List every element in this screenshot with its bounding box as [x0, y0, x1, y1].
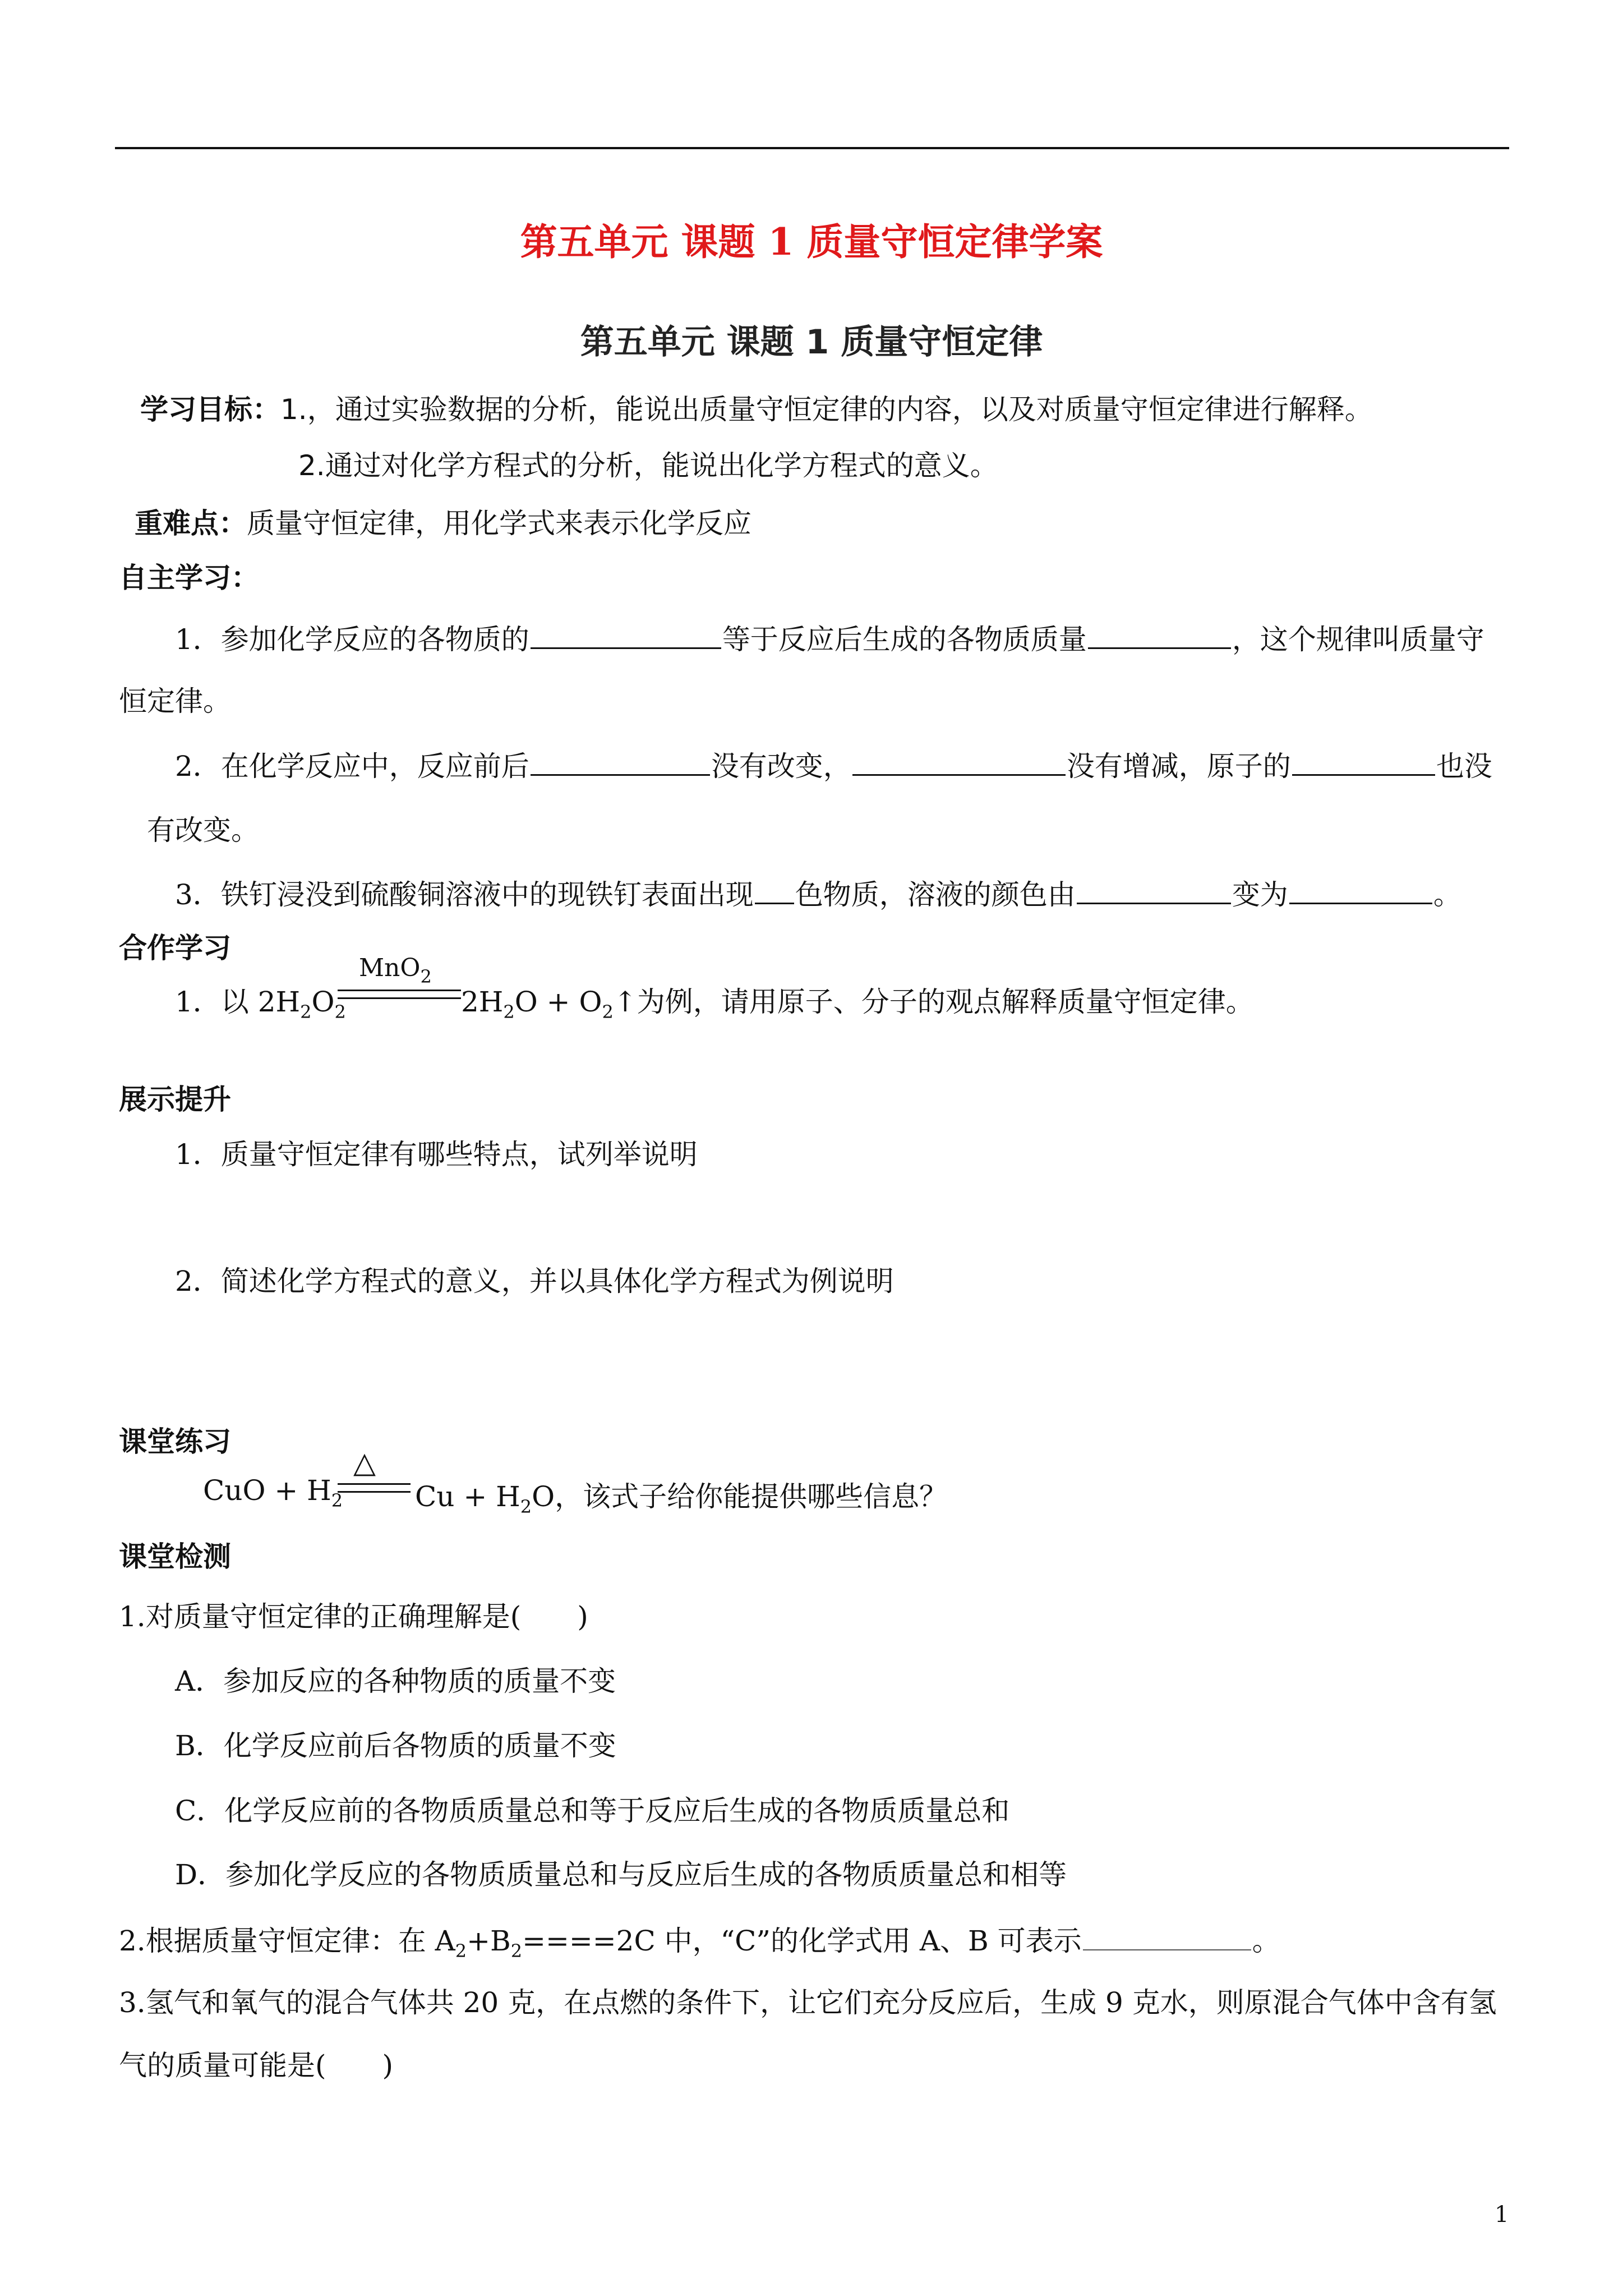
- test-q1: 1.对质量守恒定律的正确理解是( ): [119, 1600, 588, 1633]
- coop-q1-pre: 1．以 2H: [175, 986, 301, 1018]
- document-title: 第五单元 课题 1 质量守恒定律学案: [520, 220, 1103, 264]
- coop-q1-prod2: O + O: [514, 986, 602, 1018]
- self-study-heading: 自主学习：: [119, 561, 259, 594]
- test-q1-option-b: B．化学反应前后各物质的质量不变: [175, 1729, 616, 1762]
- coop-q1-sub1: 2: [300, 1001, 312, 1023]
- test-q3: 3.氢气和氧气的混合气体共 20 克，在点燃的条件下，让它们充分反应后，生成 9 克水，则原混合气体中含有氢: [119, 1986, 1497, 2019]
- show-q1: 1．质量守恒定律有哪些特点，试列举说明: [175, 1138, 698, 1171]
- practice-left-sub: 2: [331, 1490, 343, 1511]
- q3-text-b: 色物质，溶液的颜色由: [795, 878, 1076, 911]
- test-q2: [119, 1918, 1280, 1962]
- q3-blank-1[interactable]: [755, 873, 794, 904]
- catalyst-text: MnO: [359, 954, 421, 982]
- self-study-q2: [175, 744, 1492, 784]
- self-study-q3: [175, 872, 1461, 913]
- q2-blank-1[interactable]: [531, 745, 710, 776]
- header-rule: [115, 147, 1509, 149]
- practice-right-sub: 2: [520, 1496, 532, 1517]
- practice-left-text: CuO + H: [203, 1474, 331, 1507]
- coop-q1-prod: 2H: [461, 986, 504, 1018]
- q2-blank-2[interactable]: [852, 745, 1066, 776]
- key-points-label: 重难点：: [135, 507, 247, 540]
- equals-sign-bottom: [338, 997, 461, 999]
- test-heading: 课堂检测: [119, 1540, 231, 1573]
- test-q2-sub2: 2: [510, 1940, 523, 1962]
- self-study-q1: [175, 617, 1484, 657]
- test-q1-option-d: D．参加化学反应的各物质质量总和与反应后生成的各物质质量总和相等: [175, 1858, 1067, 1891]
- test-q2-sub1: 2: [455, 1940, 467, 1962]
- practice-left: [203, 1474, 343, 1511]
- page-number: 1: [1495, 2202, 1509, 2228]
- coop-q1-left: [175, 979, 346, 1023]
- test-q3-cont: 气的质量可能是( ): [119, 2049, 394, 2082]
- coop-q1-right: [461, 979, 1254, 1023]
- test-q2-d: 。: [1252, 1925, 1280, 1957]
- test-q2-c: ====2C 中，“C”的化学式用 A、B 可表示: [522, 1925, 1082, 1957]
- q3-blank-2[interactable]: [1077, 873, 1231, 904]
- test-q1-option-c: C．化学反应前的各物质质量总和等于反应后生成的各物质质量总和: [175, 1795, 1010, 1827]
- practice-equals-bottom: [338, 1491, 411, 1493]
- objective-2: 2.通过对化学方程式的分析，能说出化学方程式的意义。: [298, 449, 998, 482]
- catalyst-sub: 2: [420, 966, 432, 987]
- q1-text-b: 等于反应后生成的各物质质量: [722, 623, 1087, 656]
- coop-q1-post: ↑为例，请用原子、分子的观点解释质量守恒定律。: [613, 986, 1254, 1018]
- coop-q1-sub3: 2: [503, 1001, 515, 1023]
- test-q1-option-a: A．参加反应的各种物质的质量不变: [175, 1665, 616, 1697]
- coop-heading: 合作学习: [119, 931, 231, 964]
- q2-text-b: 没有改变，: [711, 750, 851, 783]
- practice-equals-top: [338, 1483, 411, 1485]
- q3-text-d: 。: [1433, 878, 1461, 911]
- heat-symbol: △: [353, 1446, 376, 1480]
- self-study-q1-cont: 恒定律。: [119, 685, 231, 717]
- q3-text-c: 变为: [1232, 878, 1288, 911]
- show-heading: 展示提升: [119, 1083, 231, 1116]
- key-points-line: [135, 501, 751, 541]
- coop-q1-o: O: [311, 986, 335, 1018]
- self-study-q2-cont: 有改变。: [147, 814, 259, 846]
- objectives-label: 学习目标：: [140, 393, 280, 426]
- q3-text-a: 3．铁钉浸没到硫酸铜溶液中的现铁钉表面出现: [175, 878, 754, 911]
- key-points-text: 质量守恒定律，用化学式来表示化学反应: [247, 507, 751, 540]
- q2-text-a: 2．在化学反应中，反应前后: [175, 750, 529, 783]
- test-q2-a: 2.根据质量守恒定律：在 A: [119, 1925, 455, 1957]
- q1-text-a: 1．参加化学反应的各物质的: [175, 623, 529, 656]
- test-q2-blank[interactable]: [1083, 1922, 1251, 1950]
- q3-blank-3[interactable]: [1289, 873, 1432, 904]
- q2-text-d: 也没: [1436, 750, 1492, 783]
- coop-q1-sub4: 2: [602, 1001, 614, 1023]
- q1-text-c: ，这个规律叫质量守: [1232, 623, 1484, 656]
- test-q2-b: +B: [467, 1925, 511, 1957]
- practice-right-text: Cu + H: [415, 1480, 520, 1513]
- practice-right: [415, 1474, 947, 1517]
- equals-sign-top: [338, 990, 461, 991]
- q1-blank-2[interactable]: [1088, 618, 1231, 649]
- objective-1: 1.，通过实验数据的分析，能说出质量守恒定律的内容，以及对质量守恒定律进行解释。: [280, 393, 1373, 426]
- show-q2: 2．简述化学方程式的意义，并以具体化学方程式为例说明: [175, 1265, 894, 1297]
- coop-q1-sub2: 2: [334, 1001, 346, 1023]
- document-subtitle: 第五单元 课题 1 质量守恒定律: [580, 323, 1043, 362]
- q2-text-c: 没有增减，原子的: [1066, 750, 1291, 783]
- practice-heading: 课堂练习: [119, 1425, 231, 1458]
- practice-right-text-2: O，该式子给你能提供哪些信息？: [532, 1480, 948, 1513]
- q2-blank-3[interactable]: [1292, 745, 1435, 776]
- catalyst-label: [359, 954, 432, 987]
- objectives-line-1: [140, 387, 1373, 427]
- q1-blank-1[interactable]: [531, 618, 721, 649]
